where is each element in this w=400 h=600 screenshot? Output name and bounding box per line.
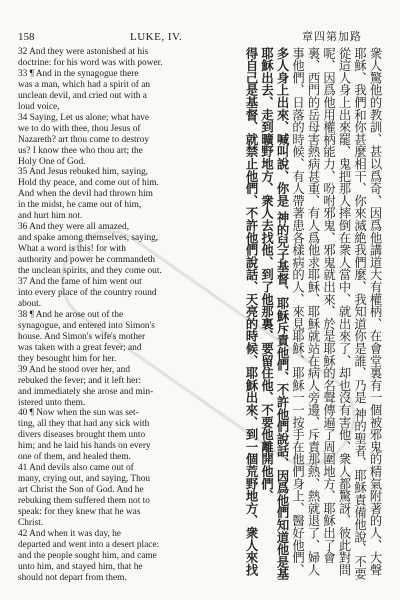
english-line: ting, all they that had any sick with bbox=[18, 419, 150, 430]
english-line: the unclean spirits, and they come out. bbox=[18, 266, 162, 277]
english-line: 41 And devils also came out of bbox=[18, 463, 134, 474]
english-line: in the midst, he came out of him, bbox=[18, 200, 142, 211]
english-line: departed and went into a desert place: bbox=[18, 539, 160, 550]
chinese-column: 裏、西門的岳母害熱病甚重、有人爲他求耶穌、耶穌就站在病人旁邊、斥責那熱、熱就退了、婦人 bbox=[306, 47, 320, 576]
english-line: we to do with thee, thou Jesus of bbox=[18, 123, 141, 134]
english-line: 37 And the fame of him went out bbox=[18, 277, 142, 288]
english-line: house. And Simon's wife's mother bbox=[18, 331, 146, 342]
english-line: 36 And they were all amazed, bbox=[18, 222, 130, 233]
english-line: loud voice, bbox=[18, 101, 60, 112]
english-line: 33 ¶ And in the synagogue there bbox=[18, 68, 139, 79]
page-number: 158 bbox=[18, 31, 35, 43]
english-line: and hurt him not. bbox=[18, 211, 83, 222]
english-line: synagogue, and entered into Simon's bbox=[18, 320, 155, 331]
english-line: 34 Saying, Let us alone; what have bbox=[18, 112, 150, 123]
english-line: 40 ¶ Now when the sun was set- bbox=[18, 408, 139, 419]
english-line: What a word is this! for with bbox=[18, 244, 126, 255]
chinese-column: 從這人身上出來罷、鬼把那人摔倒在衆人當中、就出來了、却也沒有害他、衆人都驚訝、彼此對問 bbox=[337, 47, 351, 576]
english-line: and the people sought him, and came bbox=[18, 550, 157, 561]
chinese-column: 衆人驚他的教訓、甚以爲奇、因爲他講道大有權柄、在會堂裏有一個被邪鬼的精氣附著的人、大聲 bbox=[368, 47, 382, 576]
english-line: 38 ¶ And he arose out of the bbox=[18, 309, 124, 320]
english-line: should not depart from them. bbox=[18, 572, 127, 583]
english-line: him; and he laid his hands on every bbox=[18, 441, 151, 452]
english-line: istered unto them. bbox=[18, 397, 86, 408]
english-line: Christ. bbox=[18, 517, 44, 528]
chinese-column: 耶穌、我們和你甚麼相干、你來滅絶我們麼、我知道你是誰、乃是 神的聖者、耶穌責備他說、不要 bbox=[352, 47, 367, 580]
english-line: into every place of the country round bbox=[18, 287, 157, 298]
english-line: And when the devil had thrown him bbox=[18, 189, 153, 200]
english-line: Hold thy peace, and come out of him. bbox=[18, 178, 159, 189]
chinese-chapter-title: 章四第加路 bbox=[302, 31, 362, 43]
english-line: and spake among themselves, saying, bbox=[18, 233, 159, 244]
page-header bbox=[18, 30, 382, 46]
english-line: one of them, and healed them. bbox=[18, 452, 131, 463]
english-line: unto him, and stayed him, that he bbox=[18, 561, 143, 572]
english-line: 35 And Jesus rebuked him, saying, bbox=[18, 167, 149, 178]
english-line: 39 And he stood over her, and bbox=[18, 364, 130, 375]
english-line: was taken with a great fever; and bbox=[18, 342, 142, 353]
chinese-column: 事他們、日落的時候、有人帶著患各樣病的人、來見耶穌、耶穌一一按手在他們身上、醫好他們、 bbox=[290, 47, 305, 576]
english-line: divers diseases brought them unto bbox=[18, 430, 146, 441]
english-line: art Christ the Son of God. And he bbox=[18, 485, 144, 496]
english-line: 32 And they were astonished at his bbox=[18, 47, 149, 57]
english-line: many, crying out, and saying, Thou bbox=[18, 474, 151, 485]
english-line: us? I know thee who thou art; the bbox=[18, 145, 143, 156]
english-line: authority and power he commandeth bbox=[18, 255, 155, 266]
english-line: rebuking them suffered them not to bbox=[18, 496, 150, 507]
chinese-column: 多人身上出來、喊叫說、你是 神的兒子基督、耶穌斥責他們、不許他們說話、因爲他們知道他是基 bbox=[275, 47, 289, 581]
english-line: and immediately she arose and min- bbox=[18, 386, 154, 397]
english-line: rebuked the fever; and it left her: bbox=[18, 375, 141, 386]
english-line: 42 And when it was day, he bbox=[18, 528, 121, 539]
chinese-column: 得自己是基督、就禁止他們、不許他們說話、天亮的時候、耶穌出來、到一個荒野地方、衆人來找 bbox=[244, 47, 258, 576]
english-line: unclean devil, and cried out with a bbox=[18, 90, 147, 101]
chinese-column: 耶穌出去、走到曠野地方、衆人去找他、到了他那裏、要留住他、不要他離開他們、 bbox=[259, 47, 274, 503]
english-line: Holy One of God. bbox=[18, 156, 86, 167]
english-line: was a man, which had a spirit of an bbox=[18, 79, 151, 90]
english-line: doctrine: for his word was with power. bbox=[18, 57, 163, 68]
english-line: Nazareth? art thou come to destroy bbox=[18, 134, 150, 145]
english-chapter-title: LUKE, IV. bbox=[130, 31, 183, 43]
chinese-column: 呢、因爲他用權柄能力、吩咐邪鬼、邪鬼就出來、於是耶穌的名聲傳遍了周圍地方、耶穌出了會 bbox=[321, 47, 336, 564]
english-line: speak: for they knew that he was bbox=[18, 507, 141, 518]
english-line: about. bbox=[18, 298, 42, 309]
english-line: they besought him for her. bbox=[18, 353, 117, 364]
